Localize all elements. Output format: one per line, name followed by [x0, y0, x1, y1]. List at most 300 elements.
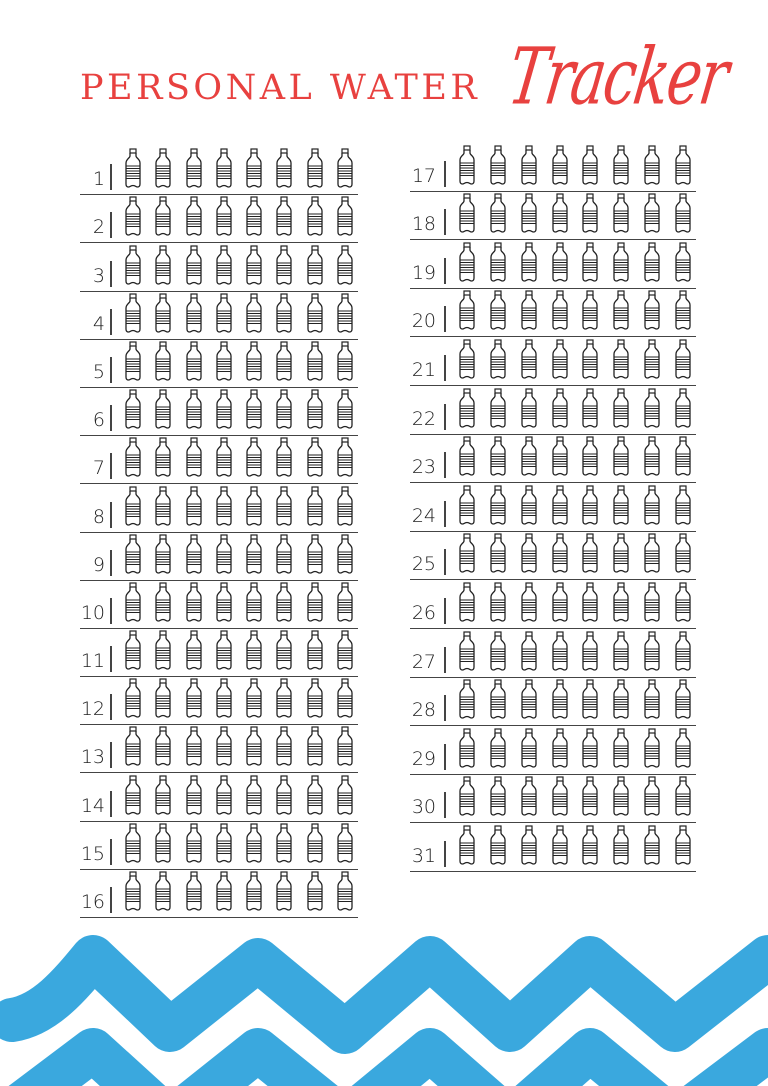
- water-bottle-icon[interactable]: [336, 582, 354, 624]
- water-bottle-icon[interactable]: [185, 871, 203, 913]
- day-number: 15: [80, 842, 105, 865]
- water-bottle-icon[interactable]: [336, 389, 354, 431]
- water-bottle-icon[interactable]: [520, 485, 538, 527]
- water-bottle-icon[interactable]: [185, 245, 203, 287]
- water-bottle-icon[interactable]: [185, 293, 203, 335]
- water-bottle-icon[interactable]: [275, 582, 293, 624]
- water-bottle-icon[interactable]: [520, 582, 538, 624]
- water-bottle-icon[interactable]: [245, 678, 263, 720]
- water-bottle-icon[interactable]: [215, 293, 233, 335]
- water-bottle-icon[interactable]: [154, 582, 172, 624]
- water-bottle-icon[interactable]: [124, 196, 142, 238]
- water-bottle-icon[interactable]: [581, 533, 599, 575]
- day-separator: [444, 355, 446, 381]
- water-bottle-icon[interactable]: [489, 339, 507, 381]
- day-separator: [110, 791, 112, 817]
- water-bottle-icon[interactable]: [124, 582, 142, 624]
- water-bottle-icon[interactable]: [154, 534, 172, 576]
- day-number: 19: [411, 261, 436, 284]
- water-bottle-icon[interactable]: [458, 242, 476, 284]
- water-bottle-icon[interactable]: [643, 290, 661, 332]
- water-bottle-icon[interactable]: [458, 436, 476, 478]
- water-bottle-icon[interactable]: [154, 196, 172, 238]
- water-bottle-icon[interactable]: [245, 534, 263, 576]
- day-row: [410, 483, 696, 532]
- water-bottle-icon[interactable]: [458, 290, 476, 332]
- water-bottle-icon[interactable]: [124, 534, 142, 576]
- water-bottle-icon[interactable]: [489, 145, 507, 187]
- water-bottle-icon[interactable]: [245, 630, 263, 672]
- water-bottle-icon[interactable]: [612, 339, 630, 381]
- water-bottle-icon[interactable]: [674, 582, 692, 624]
- water-bottle-icon[interactable]: [520, 631, 538, 673]
- day-number: 10: [80, 601, 105, 624]
- water-bottle-icon[interactable]: [215, 823, 233, 865]
- water-bottle-icon[interactable]: [551, 145, 569, 187]
- water-bottle-icon[interactable]: [154, 245, 172, 287]
- water-bottle-icon[interactable]: [124, 245, 142, 287]
- water-bottle-icon[interactable]: [306, 148, 324, 190]
- water-bottle-icon[interactable]: [489, 436, 507, 478]
- water-bottle-icon[interactable]: [336, 823, 354, 865]
- water-bottle-icon[interactable]: [489, 776, 507, 818]
- water-bottle-icon[interactable]: [275, 871, 293, 913]
- water-bottle-icon[interactable]: [336, 341, 354, 383]
- water-bottle-icon[interactable]: [245, 293, 263, 335]
- water-bottle-icon[interactable]: [489, 679, 507, 721]
- day-number: 31: [411, 844, 436, 867]
- water-bottle-icon[interactable]: [275, 534, 293, 576]
- water-bottle-icon[interactable]: [612, 290, 630, 332]
- water-bottle-icon[interactable]: [215, 871, 233, 913]
- water-bottle-icon[interactable]: [612, 436, 630, 478]
- water-bottle-icon[interactable]: [520, 290, 538, 332]
- water-bottle-icon[interactable]: [336, 726, 354, 768]
- day-row: [410, 240, 696, 289]
- day-separator: [444, 501, 446, 527]
- water-bottle-icon[interactable]: [643, 436, 661, 478]
- water-bottle-icon[interactable]: [245, 582, 263, 624]
- water-bottle-icon[interactable]: [612, 582, 630, 624]
- day-separator: [444, 647, 446, 673]
- day-separator: [444, 258, 446, 284]
- day-separator: [444, 404, 446, 430]
- water-bottle-icon[interactable]: [306, 630, 324, 672]
- water-bottle-icon[interactable]: [458, 339, 476, 381]
- day-separator: [110, 550, 112, 576]
- water-bottle-icon[interactable]: [185, 582, 203, 624]
- water-bottle-icon[interactable]: [215, 148, 233, 190]
- water-bottle-icon[interactable]: [336, 148, 354, 190]
- water-bottle-icon[interactable]: [306, 678, 324, 720]
- water-bottle-icon[interactable]: [612, 631, 630, 673]
- bottle-group: [124, 341, 358, 383]
- water-bottle-icon[interactable]: [306, 871, 324, 913]
- water-bottle-icon[interactable]: [612, 776, 630, 818]
- water-bottle-icon[interactable]: [674, 728, 692, 770]
- day-row: [80, 773, 358, 821]
- day-row: [80, 725, 358, 773]
- water-bottle-icon[interactable]: [336, 534, 354, 576]
- day-row: [410, 289, 696, 338]
- water-bottle-icon[interactable]: [643, 388, 661, 430]
- water-bottle-icon[interactable]: [643, 582, 661, 624]
- water-bottle-icon[interactable]: [336, 437, 354, 479]
- water-bottle-icon[interactable]: [458, 485, 476, 527]
- water-bottle-icon[interactable]: [154, 293, 172, 335]
- water-bottle-icon[interactable]: [215, 534, 233, 576]
- water-bottle-icon[interactable]: [581, 679, 599, 721]
- water-bottle-icon[interactable]: [215, 341, 233, 383]
- water-bottle-icon[interactable]: [581, 193, 599, 235]
- water-bottle-icon[interactable]: [215, 630, 233, 672]
- water-bottle-icon[interactable]: [643, 679, 661, 721]
- water-bottle-icon[interactable]: [185, 148, 203, 190]
- water-bottle-icon[interactable]: [336, 678, 354, 720]
- water-bottle-icon[interactable]: [612, 388, 630, 430]
- bottle-group: [124, 389, 358, 431]
- water-bottle-icon[interactable]: [215, 726, 233, 768]
- water-bottle-icon[interactable]: [336, 293, 354, 335]
- water-bottle-icon[interactable]: [154, 823, 172, 865]
- water-bottle-icon[interactable]: [306, 582, 324, 624]
- water-bottle-icon[interactable]: [275, 245, 293, 287]
- water-bottle-icon[interactable]: [215, 437, 233, 479]
- water-bottle-icon[interactable]: [643, 485, 661, 527]
- water-bottle-icon[interactable]: [551, 533, 569, 575]
- day-row: [410, 143, 696, 192]
- water-bottle-icon[interactable]: [154, 341, 172, 383]
- water-bottle-icon[interactable]: [336, 486, 354, 528]
- water-bottle-icon[interactable]: [154, 775, 172, 817]
- day-number: 9: [92, 553, 105, 576]
- water-bottle-icon[interactable]: [306, 437, 324, 479]
- water-bottle-icon[interactable]: [643, 825, 661, 867]
- water-bottle-icon[interactable]: [643, 242, 661, 284]
- water-bottle-icon[interactable]: [489, 193, 507, 235]
- water-bottle-icon[interactable]: [245, 437, 263, 479]
- water-bottle-icon[interactable]: [124, 389, 142, 431]
- water-bottle-icon[interactable]: [185, 726, 203, 768]
- bottle-group: [458, 728, 696, 770]
- water-bottle-icon[interactable]: [581, 339, 599, 381]
- water-bottle-icon[interactable]: [581, 776, 599, 818]
- day-number: 8: [92, 505, 105, 528]
- day-number: 27: [411, 650, 436, 673]
- bottle-group: [124, 148, 358, 190]
- water-bottle-icon[interactable]: [612, 825, 630, 867]
- water-bottle-icon[interactable]: [185, 389, 203, 431]
- water-bottle-icon[interactable]: [185, 196, 203, 238]
- water-bottle-icon[interactable]: [489, 290, 507, 332]
- water-bottle-icon[interactable]: [674, 242, 692, 284]
- water-bottle-icon[interactable]: [124, 341, 142, 383]
- water-bottle-icon[interactable]: [306, 534, 324, 576]
- water-bottle-icon[interactable]: [581, 388, 599, 430]
- water-bottle-icon[interactable]: [581, 242, 599, 284]
- water-bottle-icon[interactable]: [520, 533, 538, 575]
- water-bottle-icon[interactable]: [245, 823, 263, 865]
- water-bottle-icon[interactable]: [674, 388, 692, 430]
- water-bottle-icon[interactable]: [551, 776, 569, 818]
- water-bottle-icon[interactable]: [124, 293, 142, 335]
- water-bottle-icon[interactable]: [643, 339, 661, 381]
- water-bottle-icon[interactable]: [551, 242, 569, 284]
- day-number: 11: [80, 650, 105, 673]
- water-bottle-icon[interactable]: [245, 196, 263, 238]
- water-bottle-icon[interactable]: [612, 728, 630, 770]
- water-bottle-icon[interactable]: [215, 389, 233, 431]
- day-number: 3: [92, 264, 105, 287]
- water-bottle-icon[interactable]: [185, 678, 203, 720]
- water-bottle-icon[interactable]: [489, 728, 507, 770]
- water-bottle-icon[interactable]: [520, 145, 538, 187]
- water-bottle-icon[interactable]: [154, 871, 172, 913]
- water-bottle-icon[interactable]: [520, 193, 538, 235]
- water-bottle-icon[interactable]: [520, 679, 538, 721]
- bottle-group: [458, 679, 696, 721]
- water-bottle-icon[interactable]: [674, 679, 692, 721]
- page-title: PERSONAL WATER: [80, 68, 481, 108]
- water-bottle-icon[interactable]: [124, 726, 142, 768]
- water-bottle-icon[interactable]: [245, 389, 263, 431]
- day-row: [80, 292, 358, 340]
- water-bottle-icon[interactable]: [215, 196, 233, 238]
- water-bottle-icon[interactable]: [489, 582, 507, 624]
- day-separator: [110, 694, 112, 720]
- water-bottle-icon[interactable]: [275, 486, 293, 528]
- water-bottle-icon[interactable]: [215, 486, 233, 528]
- water-bottle-icon[interactable]: [154, 437, 172, 479]
- day-number: 7: [92, 457, 105, 480]
- water-bottle-icon[interactable]: [245, 726, 263, 768]
- day-number: 5: [92, 360, 105, 383]
- water-bottle-icon[interactable]: [458, 388, 476, 430]
- water-bottle-icon[interactable]: [458, 582, 476, 624]
- day-separator: [444, 452, 446, 478]
- water-bottle-icon[interactable]: [581, 485, 599, 527]
- water-bottle-icon[interactable]: [336, 245, 354, 287]
- day-row: [80, 677, 358, 725]
- water-bottle-icon[interactable]: [520, 339, 538, 381]
- water-bottle-icon[interactable]: [674, 193, 692, 235]
- water-bottle-icon[interactable]: [275, 341, 293, 383]
- bottle-group: [458, 825, 696, 867]
- water-bottle-icon[interactable]: [336, 871, 354, 913]
- water-bottle-icon[interactable]: [551, 485, 569, 527]
- water-bottle-icon[interactable]: [520, 388, 538, 430]
- water-bottle-icon[interactable]: [185, 775, 203, 817]
- water-bottle-icon[interactable]: [458, 776, 476, 818]
- water-bottle-icon[interactable]: [674, 290, 692, 332]
- water-bottle-icon[interactable]: [275, 389, 293, 431]
- water-bottle-icon[interactable]: [612, 242, 630, 284]
- water-bottle-icon[interactable]: [306, 389, 324, 431]
- water-bottle-icon[interactable]: [643, 631, 661, 673]
- water-bottle-icon[interactable]: [124, 148, 142, 190]
- water-bottle-icon[interactable]: [215, 678, 233, 720]
- water-bottle-icon[interactable]: [674, 776, 692, 818]
- water-bottle-icon[interactable]: [674, 145, 692, 187]
- water-bottle-icon[interactable]: [643, 776, 661, 818]
- water-bottle-icon[interactable]: [275, 678, 293, 720]
- water-bottle-icon[interactable]: [551, 436, 569, 478]
- water-bottle-icon[interactable]: [581, 582, 599, 624]
- water-bottle-icon[interactable]: [551, 728, 569, 770]
- water-bottle-icon[interactable]: [458, 679, 476, 721]
- water-bottle-icon[interactable]: [154, 726, 172, 768]
- water-bottle-icon[interactable]: [489, 533, 507, 575]
- bottle-group: [458, 145, 696, 187]
- day-separator: [444, 792, 446, 818]
- water-bottle-icon[interactable]: [458, 631, 476, 673]
- bottle-group: [124, 486, 358, 528]
- bottle-group: [458, 776, 696, 818]
- water-bottle-icon[interactable]: [581, 290, 599, 332]
- water-bottle-icon[interactable]: [215, 582, 233, 624]
- water-bottle-icon[interactable]: [306, 486, 324, 528]
- water-bottle-icon[interactable]: [551, 193, 569, 235]
- water-bottle-icon[interactable]: [581, 631, 599, 673]
- water-bottle-icon[interactable]: [124, 775, 142, 817]
- water-bottle-icon[interactable]: [489, 388, 507, 430]
- water-bottle-icon[interactable]: [612, 145, 630, 187]
- water-bottle-icon[interactable]: [275, 196, 293, 238]
- water-bottle-icon[interactable]: [245, 341, 263, 383]
- water-bottle-icon[interactable]: [215, 775, 233, 817]
- water-bottle-icon[interactable]: [674, 436, 692, 478]
- water-bottle-icon[interactable]: [245, 486, 263, 528]
- water-bottle-icon[interactable]: [154, 630, 172, 672]
- water-bottle-icon[interactable]: [612, 485, 630, 527]
- water-bottle-icon[interactable]: [643, 193, 661, 235]
- day-row: [80, 147, 358, 195]
- water-bottle-icon[interactable]: [551, 290, 569, 332]
- water-bottle-icon[interactable]: [581, 728, 599, 770]
- water-bottle-icon[interactable]: [275, 437, 293, 479]
- water-bottle-icon[interactable]: [275, 726, 293, 768]
- water-bottle-icon[interactable]: [124, 678, 142, 720]
- water-bottle-icon[interactable]: [458, 193, 476, 235]
- water-bottle-icon[interactable]: [124, 486, 142, 528]
- water-bottle-icon[interactable]: [643, 145, 661, 187]
- day-separator: [444, 841, 446, 867]
- water-bottle-icon[interactable]: [336, 630, 354, 672]
- water-bottle-icon[interactable]: [551, 825, 569, 867]
- water-bottle-icon[interactable]: [520, 242, 538, 284]
- water-bottle-icon[interactable]: [612, 193, 630, 235]
- water-bottle-icon[interactable]: [306, 196, 324, 238]
- water-bottle-icon[interactable]: [154, 389, 172, 431]
- water-bottle-icon[interactable]: [306, 341, 324, 383]
- water-bottle-icon[interactable]: [489, 631, 507, 673]
- water-bottle-icon[interactable]: [245, 871, 263, 913]
- water-bottle-icon[interactable]: [643, 533, 661, 575]
- water-bottle-icon[interactable]: [581, 825, 599, 867]
- day-row: [80, 629, 358, 677]
- water-bottle-icon[interactable]: [489, 485, 507, 527]
- water-bottle-icon[interactable]: [336, 775, 354, 817]
- day-number: 4: [92, 312, 105, 335]
- water-bottle-icon[interactable]: [275, 148, 293, 190]
- day-row: [410, 775, 696, 824]
- water-bottle-icon[interactable]: [185, 486, 203, 528]
- water-bottle-icon[interactable]: [124, 871, 142, 913]
- water-bottle-icon[interactable]: [458, 533, 476, 575]
- water-bottle-icon[interactable]: [306, 775, 324, 817]
- water-bottle-icon[interactable]: [336, 196, 354, 238]
- water-bottle-icon[interactable]: [520, 776, 538, 818]
- water-bottle-icon[interactable]: [124, 630, 142, 672]
- water-bottle-icon[interactable]: [185, 341, 203, 383]
- day-number: 30: [411, 796, 436, 819]
- water-bottle-icon[interactable]: [612, 679, 630, 721]
- water-bottle-icon[interactable]: [185, 630, 203, 672]
- water-bottle-icon[interactable]: [520, 728, 538, 770]
- water-bottle-icon[interactable]: [674, 825, 692, 867]
- water-bottle-icon[interactable]: [674, 485, 692, 527]
- water-bottle-icon[interactable]: [185, 823, 203, 865]
- water-bottle-icon[interactable]: [551, 582, 569, 624]
- water-bottle-icon[interactable]: [124, 823, 142, 865]
- day-separator: [110, 261, 112, 287]
- water-bottle-icon[interactable]: [275, 293, 293, 335]
- water-bottle-icon[interactable]: [489, 825, 507, 867]
- water-bottle-icon[interactable]: [520, 825, 538, 867]
- water-bottle-icon[interactable]: [612, 533, 630, 575]
- day-row: [410, 629, 696, 678]
- water-bottle-icon[interactable]: [551, 631, 569, 673]
- water-bottle-icon[interactable]: [489, 242, 507, 284]
- water-bottle-icon[interactable]: [674, 533, 692, 575]
- water-bottle-icon[interactable]: [551, 339, 569, 381]
- water-bottle-icon[interactable]: [154, 678, 172, 720]
- day-row: [410, 823, 696, 872]
- water-bottle-icon[interactable]: [245, 148, 263, 190]
- day-number: 24: [411, 504, 436, 527]
- water-bottle-icon[interactable]: [245, 775, 263, 817]
- water-bottle-icon[interactable]: [306, 823, 324, 865]
- water-bottle-icon[interactable]: [551, 388, 569, 430]
- water-bottle-icon[interactable]: [245, 245, 263, 287]
- water-bottle-icon[interactable]: [185, 437, 203, 479]
- water-bottle-icon[interactable]: [215, 245, 233, 287]
- day-separator: [110, 887, 112, 913]
- water-bottle-icon[interactable]: [458, 728, 476, 770]
- water-bottle-icon[interactable]: [154, 148, 172, 190]
- water-bottle-icon[interactable]: [674, 631, 692, 673]
- water-bottle-icon[interactable]: [185, 534, 203, 576]
- water-bottle-icon[interactable]: [154, 486, 172, 528]
- water-bottle-icon[interactable]: [306, 245, 324, 287]
- water-bottle-icon[interactable]: [306, 293, 324, 335]
- water-bottle-icon[interactable]: [306, 726, 324, 768]
- water-bottle-icon[interactable]: [275, 823, 293, 865]
- water-bottle-icon[interactable]: [275, 775, 293, 817]
- water-bottle-icon[interactable]: [520, 436, 538, 478]
- water-bottle-icon[interactable]: [581, 145, 599, 187]
- water-bottle-icon[interactable]: [458, 825, 476, 867]
- day-number: 20: [411, 310, 436, 333]
- water-bottle-icon[interactable]: [643, 728, 661, 770]
- water-bottle-icon[interactable]: [581, 436, 599, 478]
- water-bottle-icon[interactable]: [458, 145, 476, 187]
- day-number: 29: [411, 747, 436, 770]
- water-bottle-icon[interactable]: [124, 437, 142, 479]
- water-bottle-icon[interactable]: [674, 339, 692, 381]
- water-bottle-icon[interactable]: [551, 679, 569, 721]
- water-bottle-icon[interactable]: [275, 630, 293, 672]
